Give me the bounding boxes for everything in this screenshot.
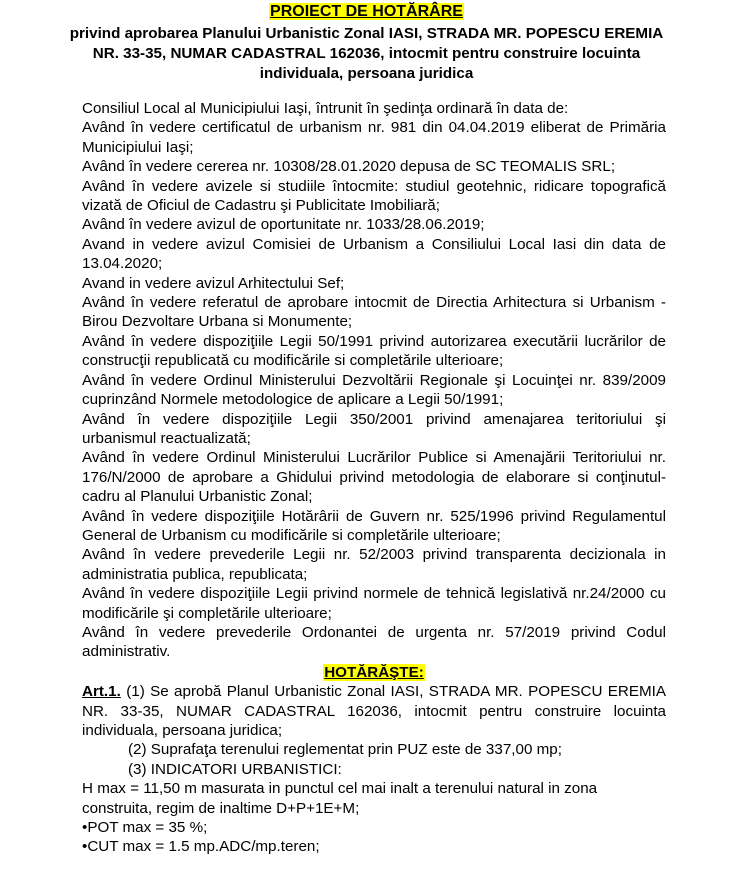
article-1-paragraph-1 — [82, 682, 666, 740]
document-body — [82, 99, 666, 857]
decision-heading — [82, 663, 666, 682]
article-1-label: Art.1. — [82, 683, 121, 701]
article-1-paragraph-3: (3) INDICATORI URBANISTICI: — [128, 760, 342, 778]
document-subtitle: privind aprobarea Planului Urbanistic Zonal IASI, STRADA MR. POPESCU EREMIA NR. 33-35, NUMAR CADASTRAL 162036, intocmit pentru construire locuinta individuala, persoana juridica — [69, 25, 664, 82]
indicator-cut: •CUT max = 1.5 mp.ADC/mp.teren; — [82, 838, 320, 856]
preamble-line: Consiliul Local al Municipiului Iaşi, întrunit în şedinţa ordinară în data de: — [82, 100, 569, 117]
preamble-line: Având în vedere cererea nr. 10308/28.01.2020 depusa de SC TEOMALIS SRL; — [82, 158, 616, 176]
preamble-line: Având în vedere referatul de aprobare intocmit de Directia Arhitectura si Urbanism - Birou Dezvoltare Urbana si Monumente; — [82, 294, 666, 331]
preamble-line: Având în vedere avizul de oportunitate nr. 1033/28.06.2019; — [82, 216, 485, 234]
article-1-text: (1) Se aprobă Planul Urbanistic Zonal IASI, STRADA MR. POPESCU EREMIA NR. 33-35, NUMAR CADASTRAL 162036, intocmit pentru construire locuinta individuala, persoana juridica; — [82, 683, 666, 739]
preamble-line: Având în vedere Ordinul Ministerului Lucrărilor Publice si Amenajării Teritoriului nr. 176/N/2000 de aprobare a Ghidului privind metodologia de elaborare si conţinutul-cadru al Planului Urbanistic Zonal; — [82, 449, 666, 506]
decision-heading-text: HOTĂRĂŞTE: — [324, 663, 424, 681]
preamble-line: Având în vedere dispoziţiile Legii privind normele de tehnică legislativă nr.24/2000 cu modificările şi completările ulterioare; — [82, 585, 666, 622]
preamble-line: Având în vedere avizele si studiile întocmite: studiul geotehnic, ridicare topografică vizată de Oficiul de Cadastru şi Publicitate Imobiliară; — [82, 177, 666, 215]
indicator-hmax: H max = 11,50 m masurata in punctul cel mai inalt a terenului natural in zona construita, regim de inaltime D+P+1E+M; — [82, 780, 598, 817]
preamble-line: Având în vedere prevederile Ordonantei de urgenta nr. 57/2019 privind Codul administrativ. — [82, 623, 666, 661]
preamble-line: Avand in vedere avizul Comisiei de Urbanism a Consiliului Local Iasi din data de 13.04.2020; — [82, 235, 666, 273]
preamble-line: Având în vedere dispoziţiile Hotărârii de Guvern nr. 525/1996 privind Regulamentul General de Urbanism cu modificările si completările ulterioare; — [82, 507, 666, 544]
preamble-line: Având în vedere Ordinul Ministerului Dezvoltării Regionale şi Locuinţei nr. 839/2009 cuprinzând Normele metodologice de aplicare a Legii 50/1991; — [82, 371, 666, 409]
document-title-text: PROIECT DE HOTĂRÂRE — [270, 3, 463, 20]
preamble-line: Având în vedere prevederile Legii nr. 52/2003 privind transparenta decizionala in administratia publica, republicata; — [82, 546, 666, 583]
indicator-pot: •POT max = 35 %; — [82, 819, 208, 837]
document-title — [0, 2, 733, 22]
article-1-paragraph-2: (2) Suprafaţa terenului reglementat prin PUZ este de 337,00 mp; — [128, 741, 562, 759]
preamble-line: Având în vedere dispoziţiile Legii 350/2001 privind amenajarea teritoriului şi urbanismul reactualizată; — [82, 410, 666, 447]
preamble-line: Având în vedere certificatul de urbanism nr. 981 din 04.04.2019 eliberat de Primăria Municipiului Iaşi; — [82, 119, 666, 156]
preamble-line: Avand in vedere avizul Arhitectului Sef; — [82, 274, 345, 292]
preamble-line: Având în vedere dispoziţiile Legii 50/1991 privind autorizarea executării lucrărilor de construcţii republicată cu modificările si completările ulterioare; — [82, 332, 666, 370]
